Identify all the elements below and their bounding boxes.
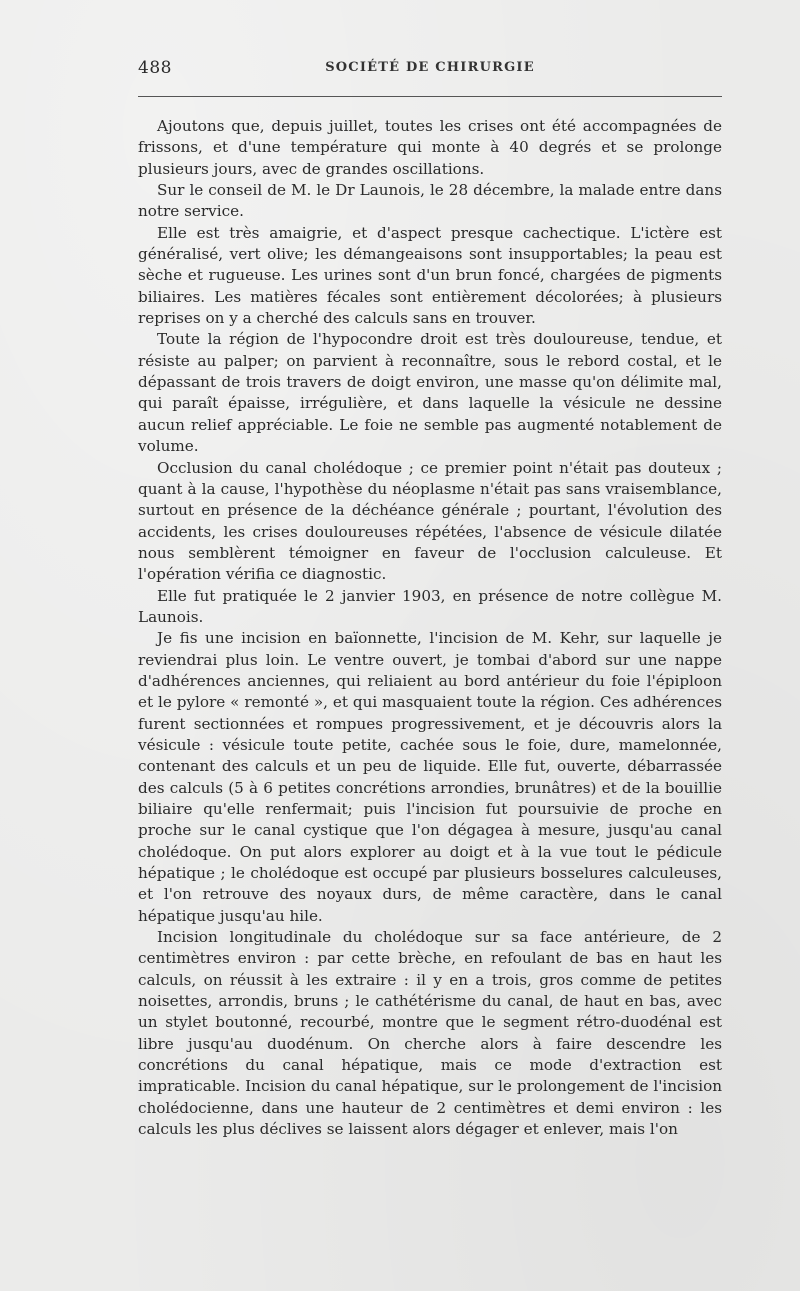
paragraph: Elle fut pratiquée le 2 janvier 1903, en présence de notre collègue M. Launois.	[138, 586, 722, 626]
running-title: SOCIÉTÉ DE CHIRURGIE	[325, 60, 535, 75]
page-header	[138, 58, 722, 82]
body-text	[138, 116, 722, 1141]
header-rule	[138, 96, 722, 97]
paragraph: Ajoutons que, depuis juillet, toutes les crises ont été accompagnées de frissons, et d'une température qui monte à 40 degrés et se prolonge plusieurs jours, avec de grandes oscillations.	[138, 117, 722, 178]
paragraph: Occlusion du canal cholédoque ; ce premier point n'était pas douteux ; quant à la cause, l'hypothèse du néoplasme n'était pas sans vraisemblance, surtout en présence de la déchéance générale ; pourtant, l'évolution des accidents, les crises douloureuses répétées, l'absence de vésicule dilatée nous semblèrent témoigner en faveur de l'occlusion calculeuse. Et l'opération vérifia ce diagnostic.	[138, 458, 722, 584]
paragraph: Je fis une incision en baïonnette, l'incision de M. Kehr, sur laquelle je reviendrai plus loin. Le ventre ouvert, je tombai d'abord sur une nappe d'adhérences anciennes, qui reliaient au bord antérieur du foie l'épiploon et le pylore « remonté », et qui masquaient toute la région. Ces adhérences furent sectionnées et rompues progressivement, et je découvris alors la vésicule : vésicule toute petite, cachée sous le foie, dure, mamelonnée, contenant des calculs et un peu de liquide. Elle fut, ouverte, débarrassée des calculs (5 à 6 petites concrétions arrondies, brunâtres) et de la bouillie biliaire qu'elle renfermait; puis l'incision fut poursuivie de proche en proche sur le canal cystique que l'on dégagea à mesure, jusqu'au canal cholédoque. On put alors explorer au doigt et à la vue tout le pédicule hépatique ; le cholédoque est occupé par plusieurs bosselures calculeuses, et l'on retrouve des noyaux durs, de même caractère, dans le canal hépatique jusqu'au hile.	[138, 629, 722, 925]
paragraph: Toute la région de l'hypocondre droit est très douloureuse, tendue, et résiste au palper; on parvient à reconnaître, sous le rebord costal, et le dépassant de trois travers de doigt environ, une masse qu'on délimite mal, qui paraît épaisse, irrégulière, et dans laquelle la vésicule ne dessine aucun relief appréciable. Le foie ne semble pas augmenté notablement de volume.	[138, 330, 722, 456]
paragraph: Sur le conseil de M. le Dr Launois, le 28 décembre, la malade entre dans notre service.	[138, 181, 722, 221]
paragraph: Incision longitudinale du cholédoque sur sa face antérieure, de 2 centimètres environ : par cette brèche, en refoulant de bas en haut les calculs, on réussit à les extraire : il y en a trois, gros comme de petites noisettes, arrondis, bruns ; le cathétérisme du canal, de haut en bas, avec un stylet boutonné, recourbé, montre que le segment rétro-duodénal est libre jusqu'au duodénum. On cherche alors à faire descendre les concrétions du canal hépatique, mais ce mode d'extraction est impraticable. Incision du canal hépatique, sur le prolongement de l'incision cholédocienne, dans une hauteur de 2 centimètres et demi environ : les calculs les plus déclives se laissent alors dégager et enlever, mais l'on	[138, 928, 722, 1139]
page-number: 488	[138, 58, 172, 78]
paragraph: Elle est très amaigrie, et d'aspect presque cachectique. L'ictère est généralisé, vert olive; les démangeaisons sont insupportables; la peau est sèche et rugueuse. Les urines sont d'un brun foncé, chargées de pigments biliaires. Les matières fécales sont entièrement décolorées; à plusieurs reprises on y a cherché des calculs sans en trouver.	[138, 223, 722, 328]
